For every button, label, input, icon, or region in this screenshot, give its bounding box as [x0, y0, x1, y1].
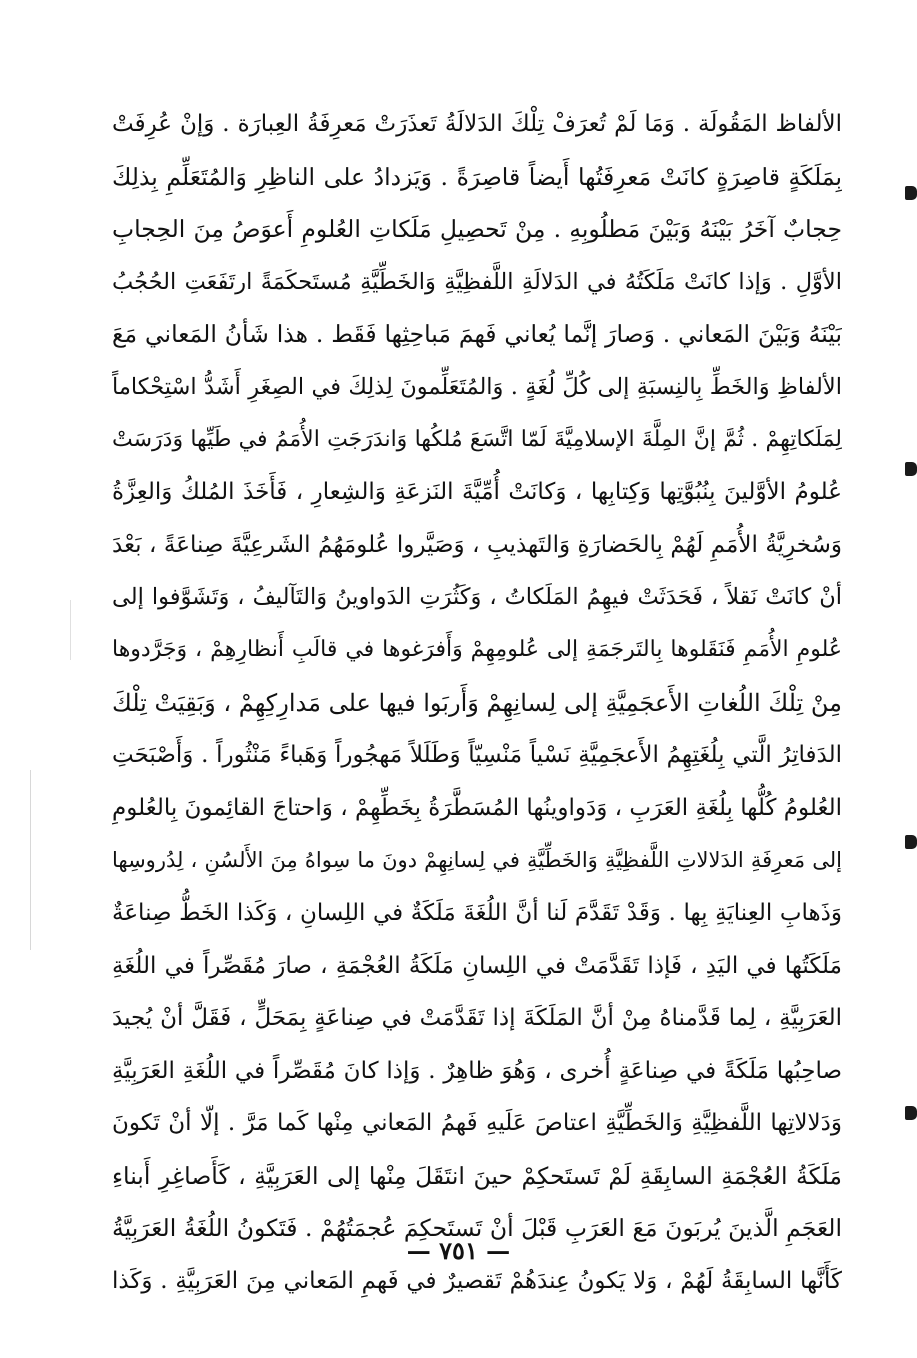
text-line: أنْ كانَتْ نَقلاً ، فَحَدَثَتْ فيهِمُ المَلَكاتُ ، وَكَثُرَتِ الدَواوينُ وَالتَآليفُ ، وَتَشَوَّفوا إلى	[112, 584, 842, 611]
text-line: بَيْنَهُ وَبَيْنَ المَعاني . وَصارَ إنَّما يُعاني فَهمَ مَباحِثِها فَقَط . هذا شَأنُ المَعاني مَعَ	[112, 320, 842, 349]
text-line: وَذَهابِ العِنايَةِ بِها . وَقَدْ تَقَدَّمَ لَنا أنَّ اللُغَةَ مَلَكَةٌ في اللِسانِ ، وَكَذا الخَطُّ صِناعَةٌ	[112, 899, 842, 926]
text-line: العَجَمِ الَّذينَ يُربَونَ مَعَ العَرَبِ قَبْلَ أنْ تَستَحكِمَ عُجمَتُهُمْ . فَتَكونُ اللُغَةُ العَرَبِيَّةُ	[112, 1214, 842, 1243]
scan-edge-line	[70, 600, 71, 660]
body-text	[112, 98, 842, 1308]
margin-mark	[905, 186, 917, 200]
text-line: العَرَبِيَّةِ ، لِما قَدَّمناهُ مِنْ أنَّ المَلَكَةَ إذا تَقَدَّمَتْ في صِناعَةٍ بِمَحَلٍّ ، فَقَلَّ أنْ يُجيدَ	[112, 1005, 842, 1032]
text-line: لِمَلَكاتِهِمْ . ثُمَّ إنَّ المِلَّةَ الإسلامِيَّةَ لَمّا اتَّسَعَ مُلكُها وَاندَرَجَتِ الأُمَمُ في طَيِّها وَدَرَسَتْ	[112, 426, 842, 452]
text-line: وَسُخرِيَّةُ الأُمَمِ لَهُمْ بِالحَضارَةِ وَالتَهذيبِ ، وَصَيَّروا عُلومَهُمُ الشَرعِيَّةَ صِناعَةً ، بَعْدَ	[112, 531, 842, 558]
text-line: إلى مَعرِفَةِ الدَلالاتِ اللَّفظِيَّةِ وَالخَطِّيَّةِ في لِسانِهِمْ دونَ ما سِواهُ مِنَ الأَلسُنِ ، لِدُروسِها	[112, 848, 842, 873]
scan-edge-line	[30, 770, 31, 950]
text-line: مَلَكَةُ العُجْمَةِ السابِقَةِ لَمْ تَستَحكِمْ حينَ انتَقَلَ مِنْها إلى العَرَبِيَّةِ ، كَأَصاغِرِ أَبناءِ	[112, 1161, 842, 1190]
text-line: الدَفاتِرُ الَّتي بِلُغَتِهِمُ الأَعجَمِيَّةِ نَسْياً مَنْسِيّاً وَطَلَلاً مَهجُوراً وَهَباءً مَنْثُوراً . وَأَصْبَحَتِ	[112, 742, 842, 769]
text-line: الألفاظ المَقُولَة . وَمَا لَمْ تُعرَفْ تِلْكَ الدَلالَةُ تَعذَرَتْ مَعرِفَةُ العِبارَة . وَإنْ عُرِفَتْ	[112, 111, 842, 137]
text-line: حِجابٌ آخَرُ بَيْنَهُ وَبَيْنَ مَطلُوبِهِ . مِنْ تَحصِيلِ مَلَكاتِ العُلومِ أَعوَصُ مِنَ الحِجابِ	[112, 215, 842, 244]
text-line: الألفاظِ وَالخَطِّ بِالنِسبَةِ إلى كُلِّ لُغَةٍ . وَالمُتَعَلِّمونَ لِذلِكَ في الصِغَرِ أَشَدُّ اسْتِحْكاماً	[112, 373, 842, 400]
text-line: كَأَنَّها السابِقَةُ لَهُمْ ، وَلا يَكونُ عِندَهُمْ تَقصيرٌ في فَهمِ المَعاني مِنَ العَرَبِيَّةِ . وَكَذا	[112, 1268, 842, 1295]
text-line: بِمَلَكَةٍ قاصِرَةٍ كانَتْ مَعرِفَتُها أَيضاً قاصِرَةً . وَيَزدادُ على الناظِرِ وَالمُتَعَلِّمِ بِذلِكَ	[112, 162, 842, 191]
margin-mark	[905, 1106, 917, 1120]
margin-mark	[905, 462, 917, 476]
text-line: مِنْ تِلْكَ اللُغاتِ الأَعجَمِيَّةِ إلى لِسانِهِمْ وَأَربَوا فيها على مَدارِكِهِمْ ، وَبَقِيَتْ تِلْكَ	[112, 688, 842, 717]
text-line: عُلومُ الأوَّلينَ بِنُبُوَّتِها وَكِتابِها ، وَكانَتْ أُمِّيَّةَ النَزعَةِ وَالشِعارِ ، فَأَخَذَ المُلكُ وَالعِزَّةُ	[112, 479, 842, 506]
text-line: العُلومُ كُلُّها بِلُغَةِ العَرَبِ ، وَدَواوينُها المُسَطَّرَةُ بِخَطِّهِمْ ، وَاحتاجَ القائِمونَ بِالعُلومِ	[112, 794, 842, 821]
text-line: مَلَكَتُها في اليَدِ ، فَإذا تَقَدَّمَتْ في اللِسانِ مَلَكَةُ العُجْمَةِ ، صارَ مُقَصِّراً في اللُغَةِ	[112, 952, 842, 979]
text-line: وَدَلالاتِها اللَّفظِيَّةِ وَالخَطِّيَّةِ اعتاصَ عَلَيهِ فَهمُ المَعاني مِنْها كَما مَرَّ . إلّا أنْ تَكونَ	[112, 1110, 842, 1137]
text-line: عُلومِ الأُمَمِ فَنَقَلوها بِالتَرجَمَةِ إلى عُلومِهِمْ وَأَفرَغوها في قالَبِ أَنظارِهِمْ ، وَجَرَّدوها	[112, 636, 842, 662]
page-number: — ٧٥١ —	[406, 1236, 511, 1265]
text-line: صاحِبُها مَلَكَةً في صِناعَةٍ أُخرى ، وَهُوَ ظاهِرٌ . وَإذا كانَ مُقَصِّراً في اللُغَةِ العَرَبِيَّةِ	[112, 1057, 842, 1084]
text-line: الأوَّلِ . وَإذا كانَتْ مَلَكَتُهُ في الدَلالَةِ اللَّفظِيَّةِ وَالخَطِّيَّةِ مُستَحكَمَةً ارتَفَعَتِ الحُجُبُ	[112, 268, 842, 295]
margin-mark	[905, 835, 917, 849]
